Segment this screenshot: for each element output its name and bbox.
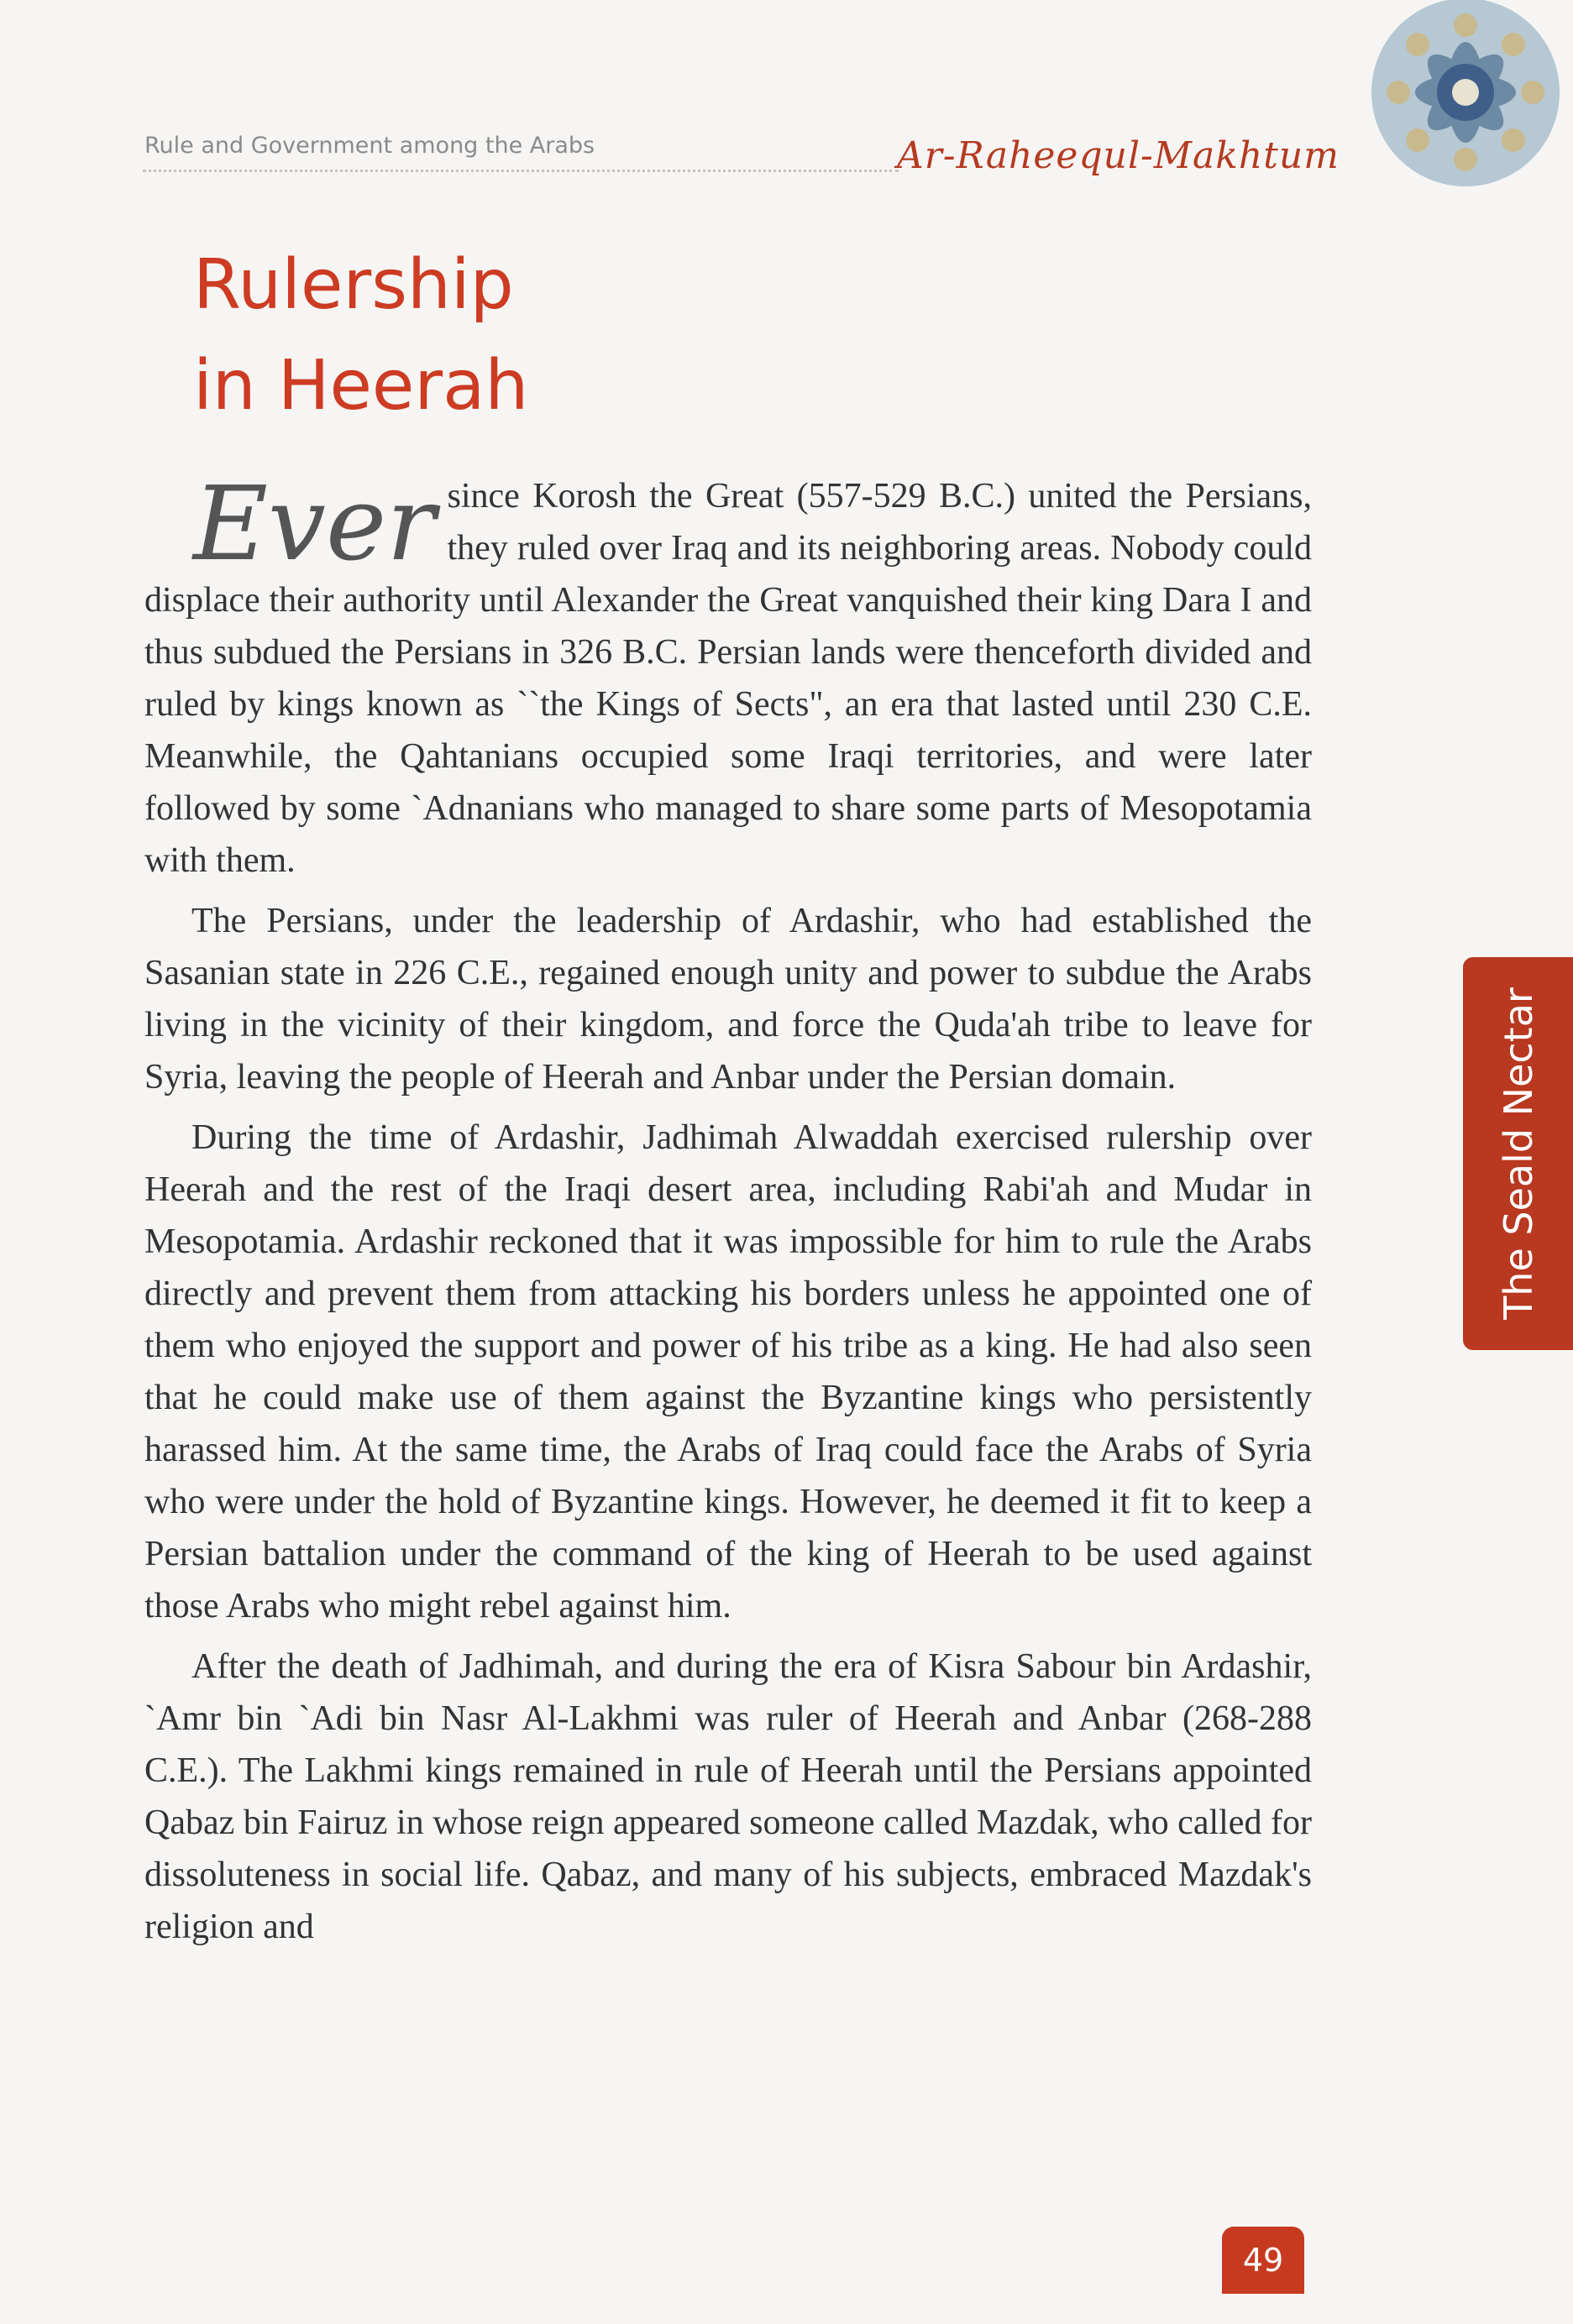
body-text (144, 464, 1312, 1961)
paragraph-3: During the time of Ardashir, Jadhimah Alwaddah exercised rulership over Heerah and the rest of the Iraqi desert area, including Rabi'ah and Mudar in Mesopotamia. Ardashir reckoned that it was impossible for him to rule the Arabs directly and prevent them from attacking his borders unless he appointed one of them who enjoyed the support and power of his tribe as a king. He had also seen that he could make use of them against the Byzantine kings who persistently harassed him. At the same time, the Arabs of Iraq could face the Arabs of Syria who were under the hold of Byzantine kings. However, he deemed it fit to keep a Persian battalion under the command of the king of Heerah to be used against those Arabs who might rebel against him. (144, 1118, 1312, 1625)
running-header-title: Rule and Government among the Arabs (144, 133, 595, 159)
page-number: 49 (1222, 2227, 1304, 2294)
paragraph-1-text: since Korosh the Great (557-529 B.C.) united the Persians, they ruled over Iraq and its neighboring areas. Nobody could displace their authority until Alexander the Great vanquished their king Dara I and thus subdued the Persians in 326 B.C. Persian lands were thenceforth divided and ruled by kings known as ``the Kings of Sects", an era that lasted until 230 C.E. Meanwhile, the Qahtanians occupied some Iraqi territories, and were later followed by some `Adnanians who managed to share some parts of Mesopotamia with them. (144, 477, 1312, 880)
paragraph-2: The Persians, under the leadership of Ardashir, who had established the Sasanian state in 226 C.E., regained enough unity and power to subdue the Arabs living in the vicinity of their kingdom, and force the Quda'ah tribe to leave for Syria, leaving the people of Heerah and Anbar under the Persian domain. (144, 902, 1312, 1097)
paragraph-1 (144, 464, 1312, 887)
ornamental-rosette-icon (1356, 0, 1573, 206)
header-dotted-rule (143, 170, 899, 172)
chapter-title-line-2: in Heerah (193, 346, 529, 426)
chapter-title (193, 235, 528, 437)
side-tab (1463, 957, 1573, 1350)
chapter-title-line-1: Rulership (193, 245, 514, 325)
drop-cap: Ever (193, 464, 436, 584)
book-title-script: Ar-Raheequl-Makhtum (897, 134, 1340, 177)
side-tab-label: The Seald Nectar (1495, 987, 1541, 1320)
paragraph-4: After the death of Jadhimah, and during the era of Kisra Sabour bin Ardashir, `Amr bin `Adi bin Nasr Al-Lakhmi was ruler of Heerah and Anbar (268-288 C.E.). The Lakhmi kings remained in rule of Heerah until the Persians appointed Qabaz bin Fairuz in whose reign appeared someone called Mazdak, who called for dissoluteness in social life. Qabaz, and many of his subjects, embraced Mazdak's religion and (144, 1647, 1312, 1946)
